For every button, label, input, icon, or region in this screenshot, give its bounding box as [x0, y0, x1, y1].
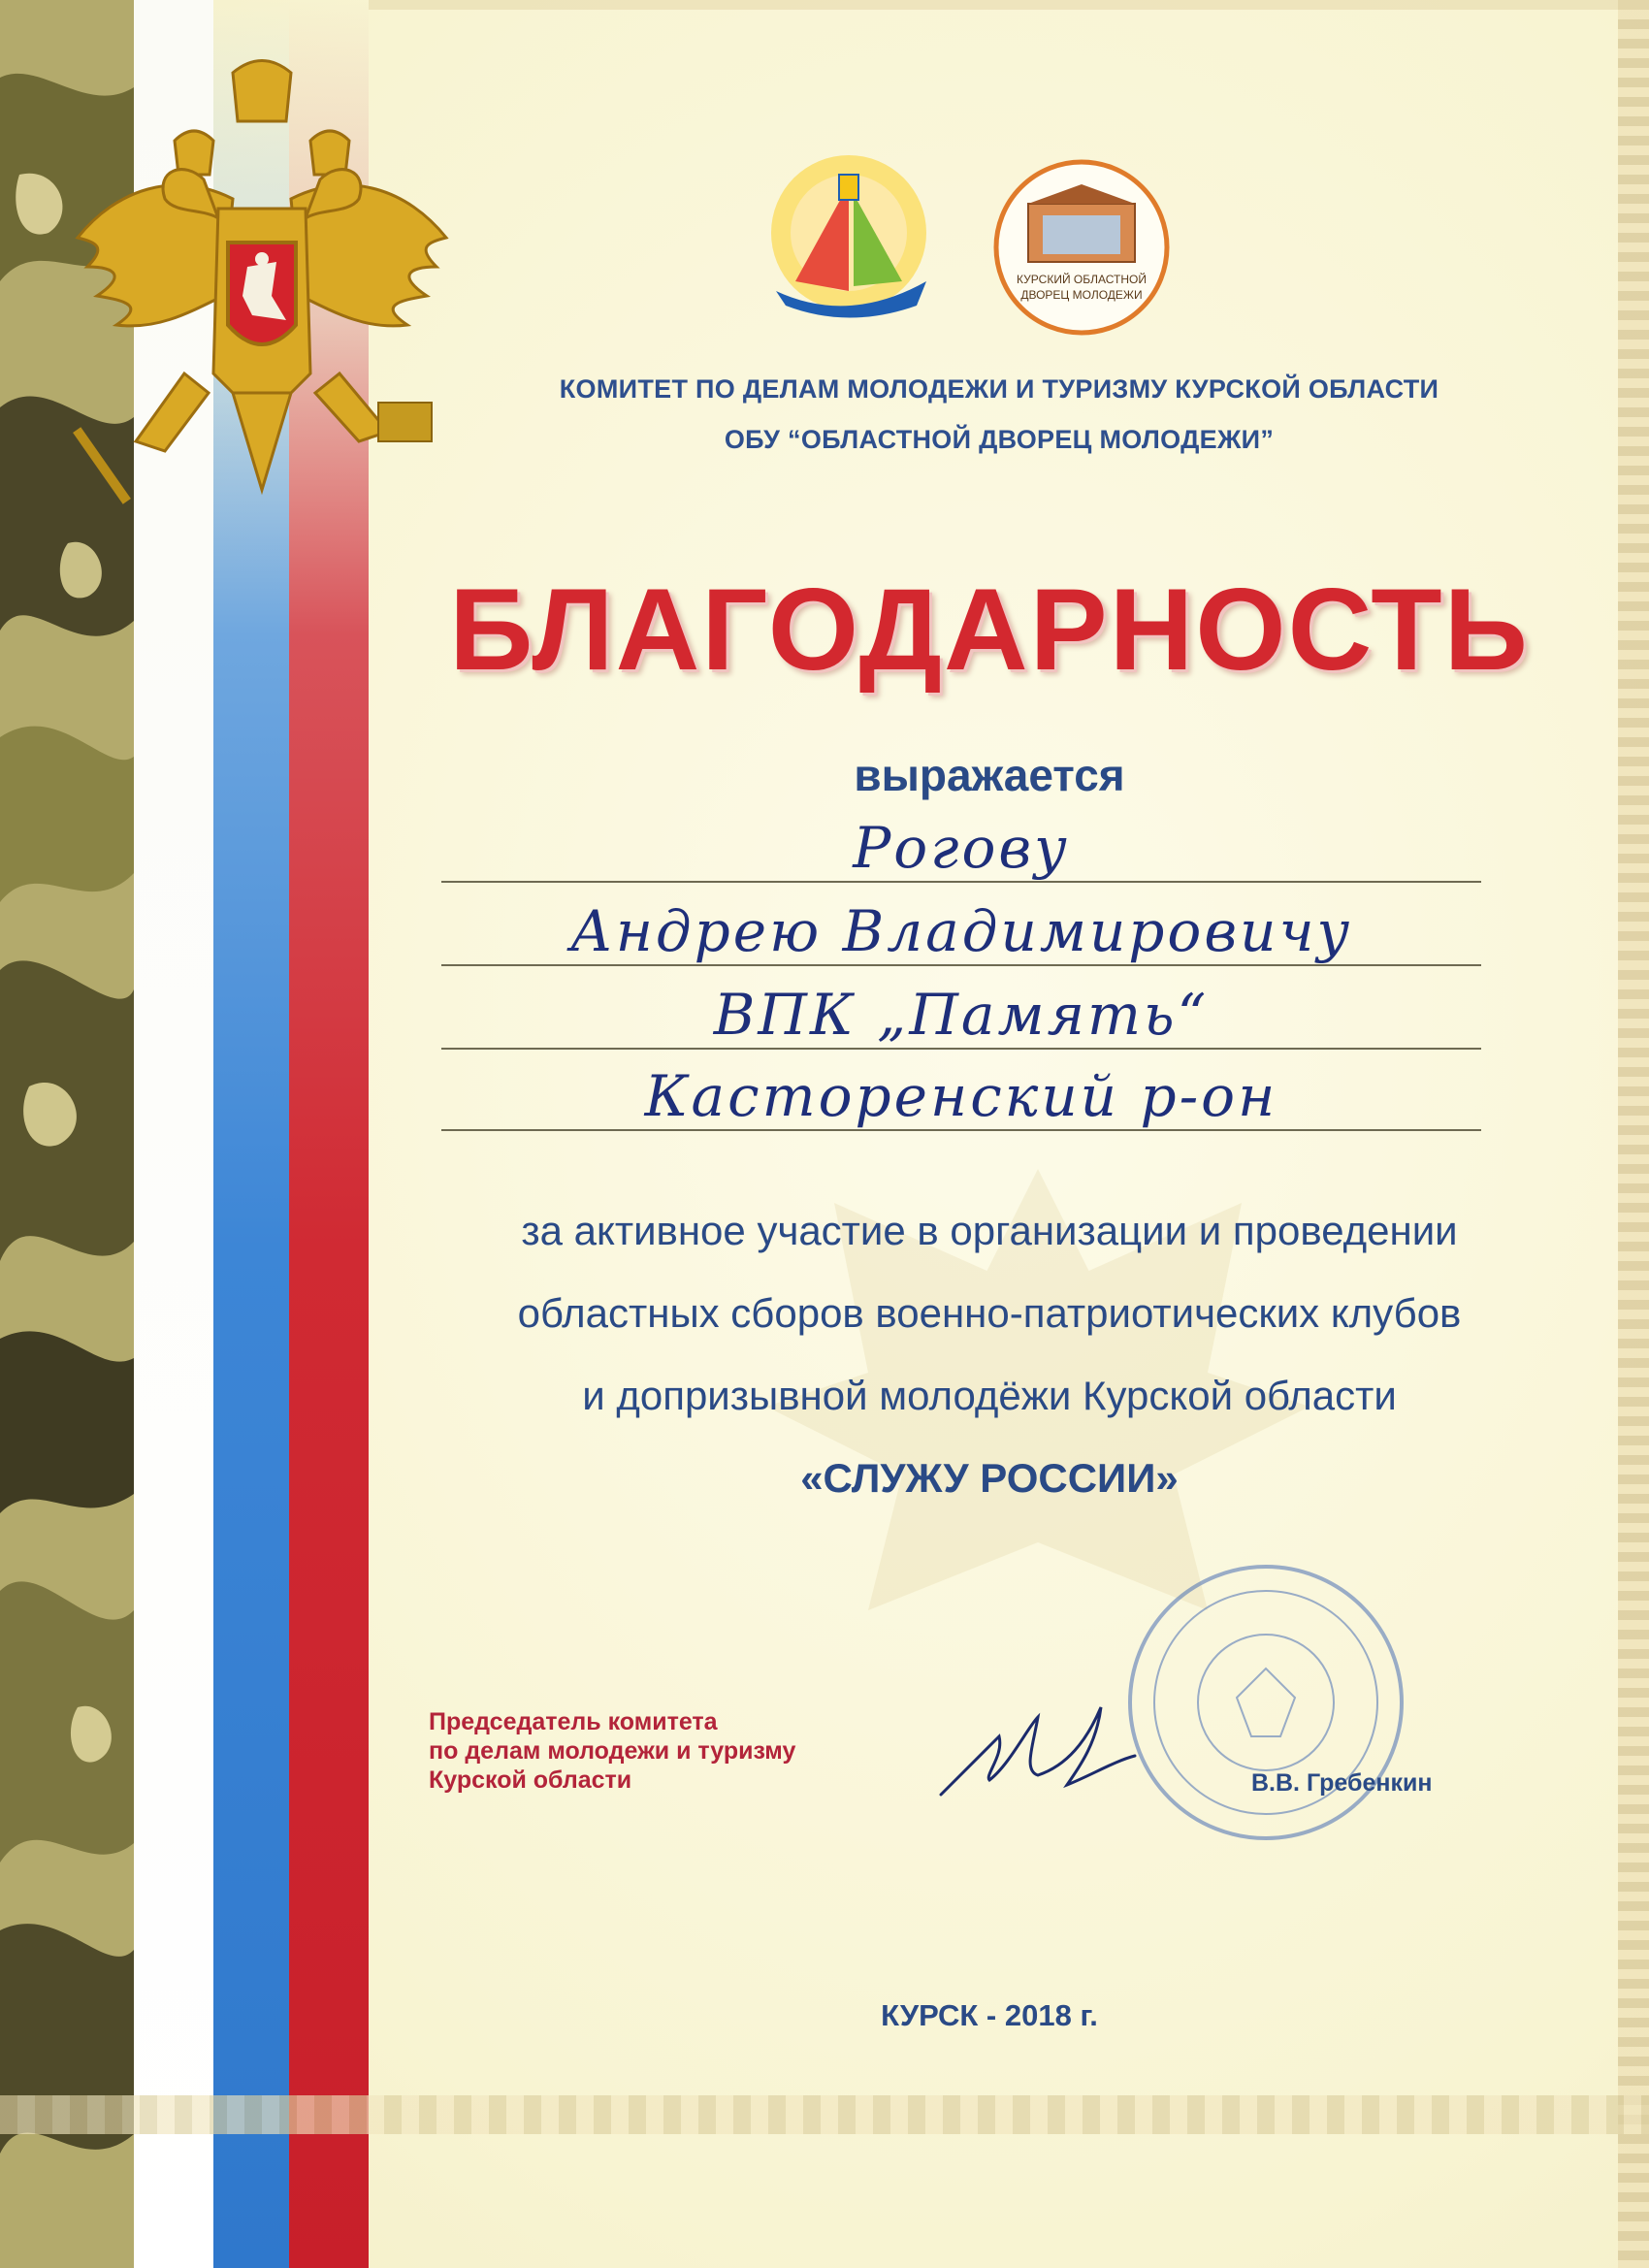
certificate-title: БЛАГОДАРНОСТЬ	[449, 565, 1530, 695]
youth-palace-logo-icon	[989, 155, 1174, 340]
recipient-surname: Рогову	[853, 815, 1070, 881]
bottom-ornament-border	[0, 2095, 1649, 2134]
fill-line-3	[441, 1048, 1481, 1050]
right-ornament-border	[1618, 0, 1649, 2268]
russian-coat-of-arms-icon	[39, 53, 485, 509]
palace-logo-text-2: ДВОРЕЦ МОЛОДЕЖИ	[1020, 288, 1143, 302]
fill-line-4	[441, 1129, 1481, 1131]
intro-text: выражается	[854, 750, 1125, 800]
fill-line-1	[441, 881, 1481, 883]
signer-position-line-3: Курской области	[429, 1766, 632, 1794]
event-name: «СЛУЖУ РОССИИ»	[800, 1455, 1179, 1501]
stamp-seal-icon	[1116, 1552, 1416, 1853]
reason-line-2: областных сборов военно-патриотических клубов	[517, 1290, 1462, 1336]
signer-position-line-1: Председатель комитета	[429, 1708, 718, 1735]
org-line-2: ОБУ “ОБЛАСТНОЙ ДВОРЕЦ МОЛОДЕЖИ”	[724, 425, 1275, 454]
signature-icon	[931, 1688, 1145, 1814]
recipient-name: Андрею Владимировичу	[569, 898, 1353, 964]
palace-logo-text-1: КУРСКИЙ ОБЛАСТНОЙ	[1017, 273, 1147, 286]
recipient-club: ВПК „Память“	[713, 982, 1210, 1048]
place-and-year: КУРСК - 2018 г.	[881, 1998, 1098, 2032]
fill-line-2	[441, 964, 1481, 966]
reason-line-3: и допризывной молодёжи Курской области	[582, 1373, 1397, 1418]
reason-line-1: за активное участие в организации и проведении	[521, 1208, 1458, 1253]
committee-logo-icon	[757, 146, 941, 330]
top-ornament-border	[369, 0, 1649, 10]
recipient-district: Касторенский р-он	[644, 1063, 1278, 1129]
signer-position	[429, 1707, 795, 1795]
signer-position-line-2: по делам молодежи и туризму	[429, 1737, 796, 1765]
signer-name: В.В. Гребенкин	[1251, 1769, 1433, 1797]
org-line-1: КОМИТЕТ ПО ДЕЛАМ МОЛОДЕЖИ И ТУРИЗМУ КУРСКОЙ ОБЛАСТИ	[559, 374, 1439, 404]
